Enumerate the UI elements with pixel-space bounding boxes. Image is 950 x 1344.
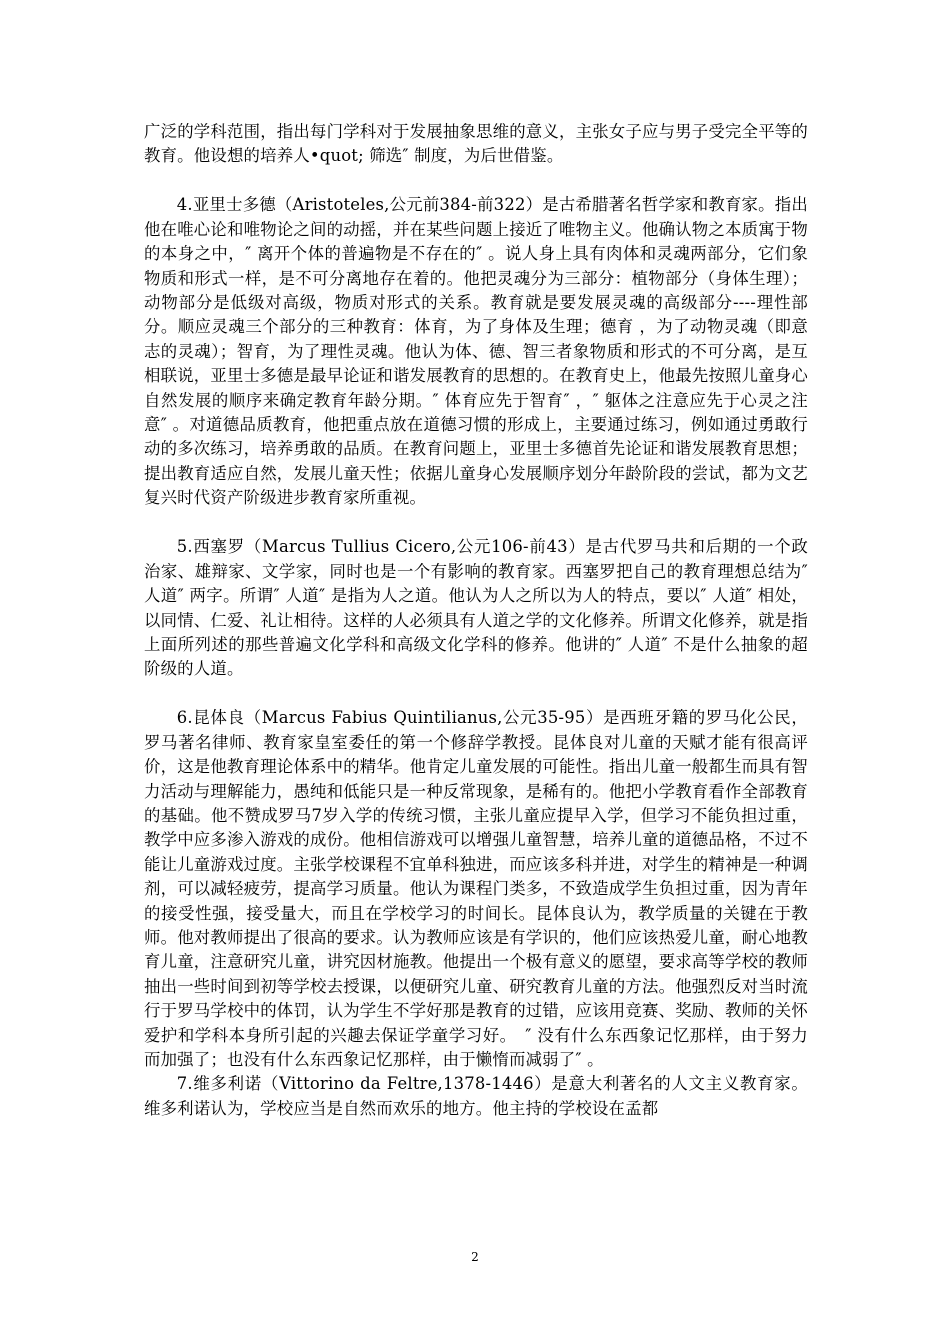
paragraph-quintilian: 6.昆体良（Marcus Fabius Quintilianus,公元35-95）是西班牙籍的罗马化公民，罗马著名律师、教育家皇室委任的第一个修辞学教授。昆体良对儿童的天赋才能有很高评价，这是他教育理论体系中的精华。他肯定儿童发展的可能性。指出儿童一般都生而具有智力活动与理解能力，愚纯和低能只是一种反常现象，是稀有的。他把小学教育看作全部教育的基础。他不赞成罗马7岁入学的传统习惯，主张儿童应提早入学，但学习不能负担过重，教学中应多渗入游戏的成份。他相信游戏可以增强儿童智慧，培养儿童的道德品格，不过不能让儿童游戏过度。主张学校课程不宜单科独进，而应该多科并进，对学生的精神是一种调剂，可以减轻疲劳，提高学习质量。他认为课程门类多，不致造成学生负担过重，因为青年的接受性强，接受量大，而且在学校学习的时间长。昆体良认为，教学质量的关键在于教师。他对教师提出了很高的要求。认为教师应该是有学识的，他们应该热爱儿童，耐心地教育儿童，注意研究儿童，讲究因材施教。他提出一个极有意义的愿望，要求高等学校的教师抽出一些时间到初等学校去授课，以便研究儿童、研究教育儿童的方法。他强烈反对当时流行于罗马学校中的体罚，认为学生不学好那是教育的过错，应该用竞赛、奖励、教师的关怀爱护和学科本身所引起的兴趣去保证学童学习好。 ″ 没有什么东西象记忆那样，由于努力而加强了；也没有什么东西象记忆那样，由于懒惰而减弱了″ 。 <box>144 708 808 1069</box>
paragraph-vittorino: 7.维多利诺（Vittorino da Feltre,1378-1446）是意大利著名的人文主义教育家。维多利诺认为，学校应当是自然而欢乐的地方。他主持的学校设在孟都 <box>144 1074 808 1118</box>
paragraph-continuation: 广泛的学科范围，指出每门学科对于发展抽象思维的意义，主张女子应与男子受完全平等的教育。他设想的培养人•quot; 筛选″ 制度，为后世借鉴。 <box>144 122 808 166</box>
page-number: 2 <box>471 1250 479 1264</box>
paragraph-aristotle: 4.亚里士多德（Aristoteles,公元前384-前322）是古希腊著名哲学家和教育家。指出他在唯心论和唯物论之间的动摇，并在某些问题上接近了唯物主义。他确认物之本质寓于物的本身之中，″ 离开个体的普遍物是不存在的″ 。说人身上具有肉体和灵魂两部分，它们象物质和形式一样，是不可分离地存在着的。他把灵魂分为三部分：植物部分（身体生理）；动物部分是低级对高级，物质对形式的关系。教育就是要发展灵魂的高级部分----理性部分。顺应灵魂三个部分的三种教育：体育，为了身体及生理；德育 ，为了动物灵魂（即意志的灵魂）；智育，为了理性灵魂。他认为体、德、智三者象物质和形式的不可分离，是互相联说，亚里士多德是最早论证和谐发展教育的思想的。在教育史上，他最先按照儿童身心自然发展的顺序来确定教育年龄分期。″ 体育应先于智育″ ，″ 躯体之注意应先于心灵之注意″ 。对道德品质教育，他把重点放在道德习惯的形成上，主要通过练习，例如通过勇敢行动的多次练习，培养勇敢的品质。在教育问题上，亚里士多德首先论证和谐发展教育思想；提出教育适应自然，发展儿童天性；依据儿童身心发展顺序划分年龄阶段的尝试，都为文艺复兴时代资产阶级进步教育家所重视。 <box>144 195 808 508</box>
paragraph-cicero: 5.西塞罗（Marcus Tullius Cicero,公元106-前43）是古代罗马共和后期的一个政治家、雄辩家、文学家，同时也是一个有影响的教育家。西塞罗把自己的教育理想总结为″ 人道″ 两字。所谓″ 人道″ 是指为人之道。他认为人之所以为人的特点，要以″ 人道″ 相处，以同情、仁爱、礼让相待。这样的人必须具有人道之学的文化修养。所谓文化修养，就是指上面所列述的那些普遍文化学科和高级文化学科的修养。他讲的″ 人道″ 不是什么抽象的超阶级的人道。 <box>144 537 808 679</box>
document-page <box>144 120 808 1121</box>
